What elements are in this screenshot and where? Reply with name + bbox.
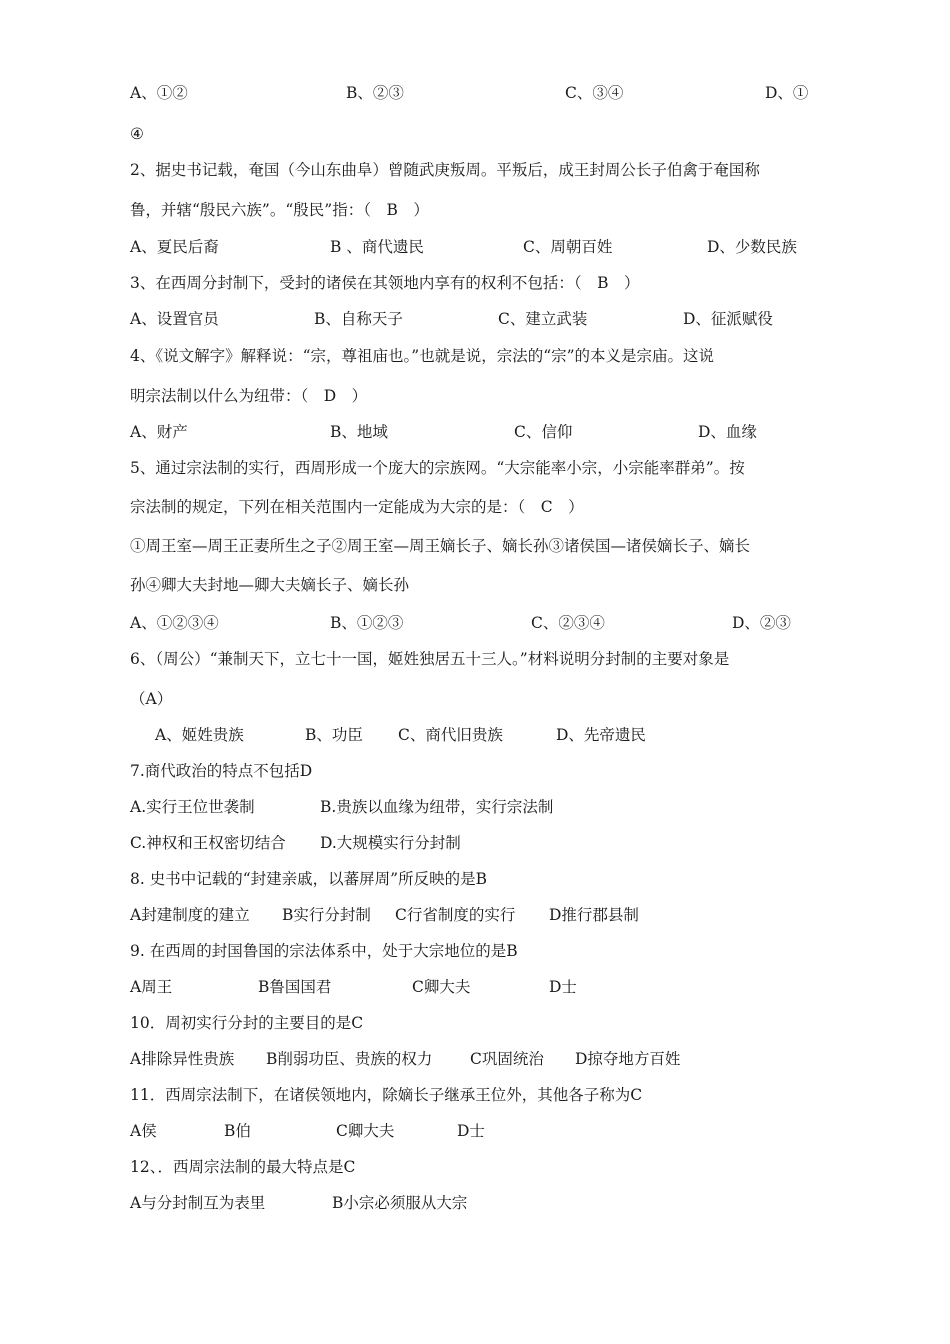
q8-option-a: A封建制度的建立 bbox=[130, 906, 250, 924]
q9-option-b: B鲁国国君 bbox=[258, 978, 332, 996]
q4-stem-line-2: 明宗法制以什么为纽带：（ D ） bbox=[130, 387, 368, 405]
q3-option-b: B、自称天子 bbox=[314, 310, 403, 328]
q5-stem-line-1: 5、通过宗法制的实行，西周形成一个庞大的宗族网。“大宗能率小宗，小宗能率群弟”。按 bbox=[130, 459, 745, 477]
q10-option-a: A排除异性贵族 bbox=[130, 1050, 235, 1068]
q7-option-b: B.贵族以血缘为纽带，实行宗法制 bbox=[320, 798, 554, 816]
q2-option-a: A、夏民后裔 bbox=[130, 238, 219, 256]
q2-stem-line-1: 2、据史书记载，奄国（今山东曲阜）曾随武庚叛周。平叛后，成王封周公长子伯禽于奄国称 bbox=[130, 161, 760, 179]
q4-option-b: B、地域 bbox=[330, 423, 388, 441]
q8-option-b: B实行分封制 bbox=[282, 906, 371, 924]
q5-option-d: D、②③ bbox=[732, 614, 791, 632]
q1-option-a: A、①② bbox=[130, 84, 188, 102]
q10-option-b: B削弱功臣、贵族的权力 bbox=[266, 1050, 433, 1068]
q8-option-d: D推行郡县制 bbox=[549, 906, 639, 924]
q3-option-d: D、征派赋役 bbox=[683, 310, 773, 328]
q5-option-a: A、①②③④ bbox=[130, 614, 219, 632]
q10-stem: 10．周初实行分封的主要目的是C bbox=[130, 1014, 364, 1032]
q7-option-d: D.大规模实行分封制 bbox=[320, 834, 461, 852]
q6-option-b: B、功臣 bbox=[305, 726, 363, 744]
q4-option-a: A、财产 bbox=[130, 423, 188, 441]
q11-option-b: B伯 bbox=[224, 1122, 251, 1140]
q1-option-c: C、③④ bbox=[565, 84, 624, 102]
q1-option-d: D、① bbox=[765, 84, 809, 102]
q8-stem: 8. 史书中记载的“封建亲戚，以蕃屏周”所反映的是B bbox=[130, 870, 487, 888]
q5-stem-line-2: 宗法制的规定，下列在相关范围内一定能成为大宗的是：（ C ） bbox=[130, 498, 584, 516]
q11-option-d: D士 bbox=[457, 1122, 485, 1140]
q2-stem-line-2: 鲁，并辖“殷民六族”。“殷民”指：（ B ） bbox=[130, 201, 429, 219]
q6-stem-line-1: 6、（周公）“兼制天下，立七十一国，姬姓独居五十三人。”材料说明分封制的主要对象是 bbox=[130, 650, 730, 668]
q4-option-c: C、信仰 bbox=[514, 423, 573, 441]
q1-option-b: B、②③ bbox=[346, 84, 404, 102]
q6-option-a: A、姬姓贵族 bbox=[155, 726, 244, 744]
q3-option-c: C、建立武装 bbox=[498, 310, 588, 328]
q2-option-c: C、周朝百姓 bbox=[523, 238, 613, 256]
q12-option-b: B小宗必须服从大宗 bbox=[332, 1194, 468, 1212]
q11-option-c: C卿大夫 bbox=[336, 1122, 395, 1140]
q11-option-a: A侯 bbox=[130, 1122, 157, 1140]
q6-stem-line-2: （A） bbox=[130, 690, 173, 708]
q2-option-d: D、少数民族 bbox=[707, 238, 797, 256]
q9-option-c: C卿大夫 bbox=[412, 978, 471, 996]
q3-stem: 3、在西周分封制下，受封的诸侯在其领地内享有的权利不包括：（ B ） bbox=[130, 274, 640, 292]
q5-statements-line-1: ①周王室—周王正妻所生之子②周王室—周王嫡长子、嫡长孙③诸侯国—诸侯嫡长子、嫡长 bbox=[130, 537, 751, 555]
q5-option-c: C、②③④ bbox=[531, 614, 605, 632]
q9-option-d: D士 bbox=[549, 978, 577, 996]
q9-stem: 9. 在西周的封国鲁国的宗法体系中，处于大宗地位的是B bbox=[130, 942, 518, 960]
q6-option-c: C、商代旧贵族 bbox=[398, 726, 503, 744]
q3-option-a: A、设置官员 bbox=[130, 310, 219, 328]
q4-stem-line-1: 4、《说文解字》解释说：“宗，尊祖庙也。”也就是说，宗法的“宗”的本义是宗庙。这说 bbox=[130, 347, 715, 365]
q8-option-c: C行省制度的实行 bbox=[395, 906, 516, 924]
q10-option-d: D掠夺地方百姓 bbox=[575, 1050, 681, 1068]
q12-stem: 12、．西周宗法制的最大特点是C bbox=[130, 1158, 356, 1176]
q5-option-b: B、①②③ bbox=[330, 614, 404, 632]
q5-statements-line-2: 孙④卿大夫封地—卿大夫嫡长子、嫡长孙 bbox=[130, 576, 410, 594]
q1-option-d-wrap: ④ bbox=[130, 125, 144, 143]
q7-option-a: A.实行王位世袭制 bbox=[130, 798, 255, 816]
q10-option-c: C巩固统治 bbox=[470, 1050, 544, 1068]
q7-stem: 7.商代政治的特点不包括D bbox=[130, 762, 313, 780]
q12-option-a: A与分封制互为表里 bbox=[130, 1194, 266, 1212]
q6-option-d: D、先帝遗民 bbox=[556, 726, 646, 744]
q9-option-a: A周王 bbox=[130, 978, 173, 996]
q7-option-c: C.神权和王权密切结合 bbox=[130, 834, 286, 852]
q11-stem: 11．西周宗法制下，在诸侯领地内，除嫡长子继承王位外，其他各子称为C bbox=[130, 1086, 643, 1104]
q2-option-b: B 、商代遗民 bbox=[330, 238, 424, 256]
q4-option-d: D、血缘 bbox=[698, 423, 757, 441]
